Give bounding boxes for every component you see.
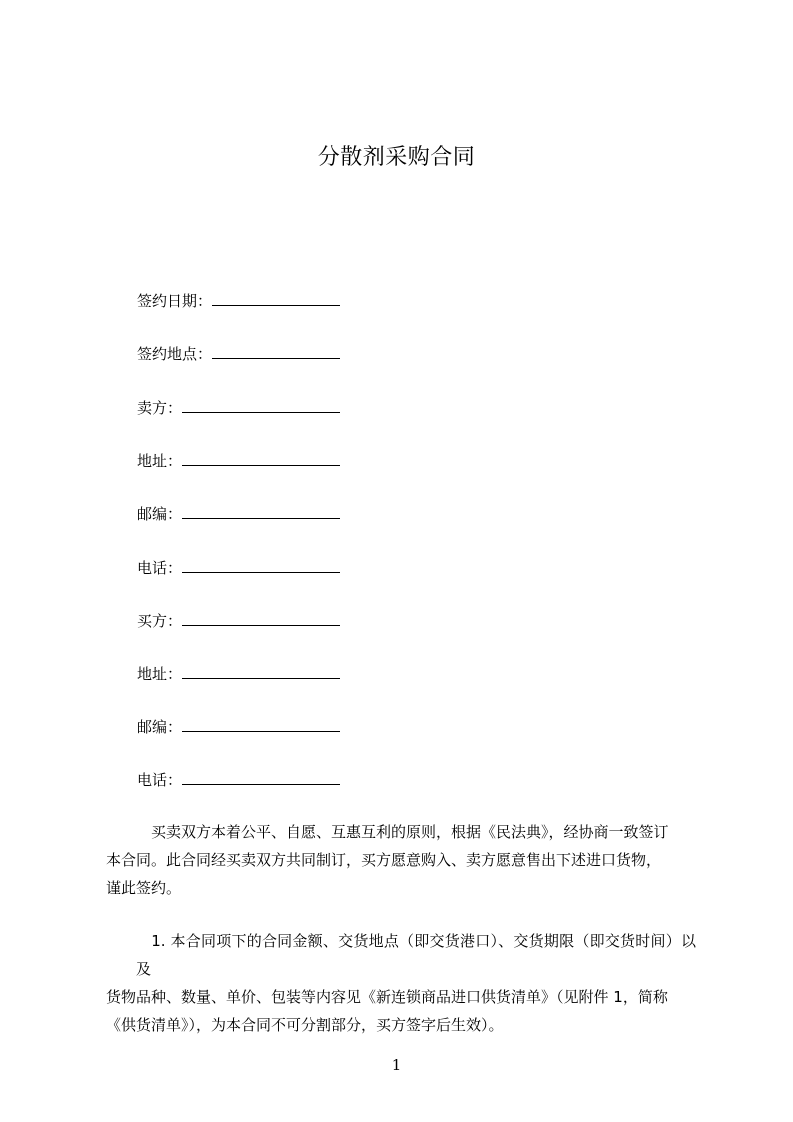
field-label: 买方：	[137, 612, 183, 630]
field-sign-place	[137, 344, 340, 364]
fill-in-blank	[182, 717, 340, 732]
field-seller-phone	[137, 558, 340, 578]
field-label: 邮编：	[137, 718, 183, 736]
field-label: 签约地点：	[137, 345, 213, 363]
paragraph-line: 谨此签约。	[106, 879, 182, 897]
field-seller-address	[137, 451, 340, 471]
field-label: 卖方：	[137, 399, 183, 417]
fill-in-blank	[182, 398, 340, 413]
fill-in-blank	[182, 504, 340, 519]
field-sign-date	[137, 291, 340, 311]
field-label: 电话：	[137, 771, 183, 789]
field-buyer	[137, 611, 340, 631]
paragraph-line: 货物品种、数量、单价、包装等内容见《新连锁商品进口供货清单》（见附件 1，简称	[106, 988, 668, 1006]
fill-in-blank	[182, 451, 340, 466]
preamble-paragraph	[106, 818, 696, 902]
page-title: 分散剂采购合同	[317, 145, 476, 170]
fill-in-blank	[182, 664, 340, 679]
field-label: 邮编：	[137, 505, 183, 523]
field-label: 电话：	[137, 559, 183, 577]
paragraph-line: 《供货清单》），为本合同不可分割部分，买方签字后生效）。	[106, 1016, 504, 1034]
page-number: 1	[391, 1056, 402, 1074]
field-seller-postcode	[137, 504, 340, 524]
fill-in-blank	[182, 558, 340, 573]
field-label: 签约日期：	[137, 292, 213, 310]
paragraph-line: 本合同。此合同经买卖双方共同制订，买方愿意购入、卖方愿意售出下述进口货物，	[106, 851, 662, 869]
fill-in-blank	[182, 611, 340, 626]
paragraph-line: 1. 本合同项下的合同金额、交货地点（即交货港口）、交货期限（即交货时间）以及	[136, 932, 696, 978]
fill-in-blank	[212, 344, 340, 359]
field-buyer-postcode	[137, 717, 340, 737]
field-buyer-phone	[137, 770, 340, 790]
paragraph-line: 买卖双方本着公平、自愿、互惠互利的原则，根据《民法典》，经协商一致签订	[136, 823, 669, 841]
fill-in-blank	[212, 291, 340, 306]
fill-in-blank	[182, 770, 340, 785]
field-label: 地址：	[137, 665, 183, 683]
clause-1-paragraph	[106, 927, 696, 1039]
field-label: 地址：	[137, 452, 183, 470]
field-seller	[137, 398, 340, 418]
field-buyer-address	[137, 664, 340, 684]
